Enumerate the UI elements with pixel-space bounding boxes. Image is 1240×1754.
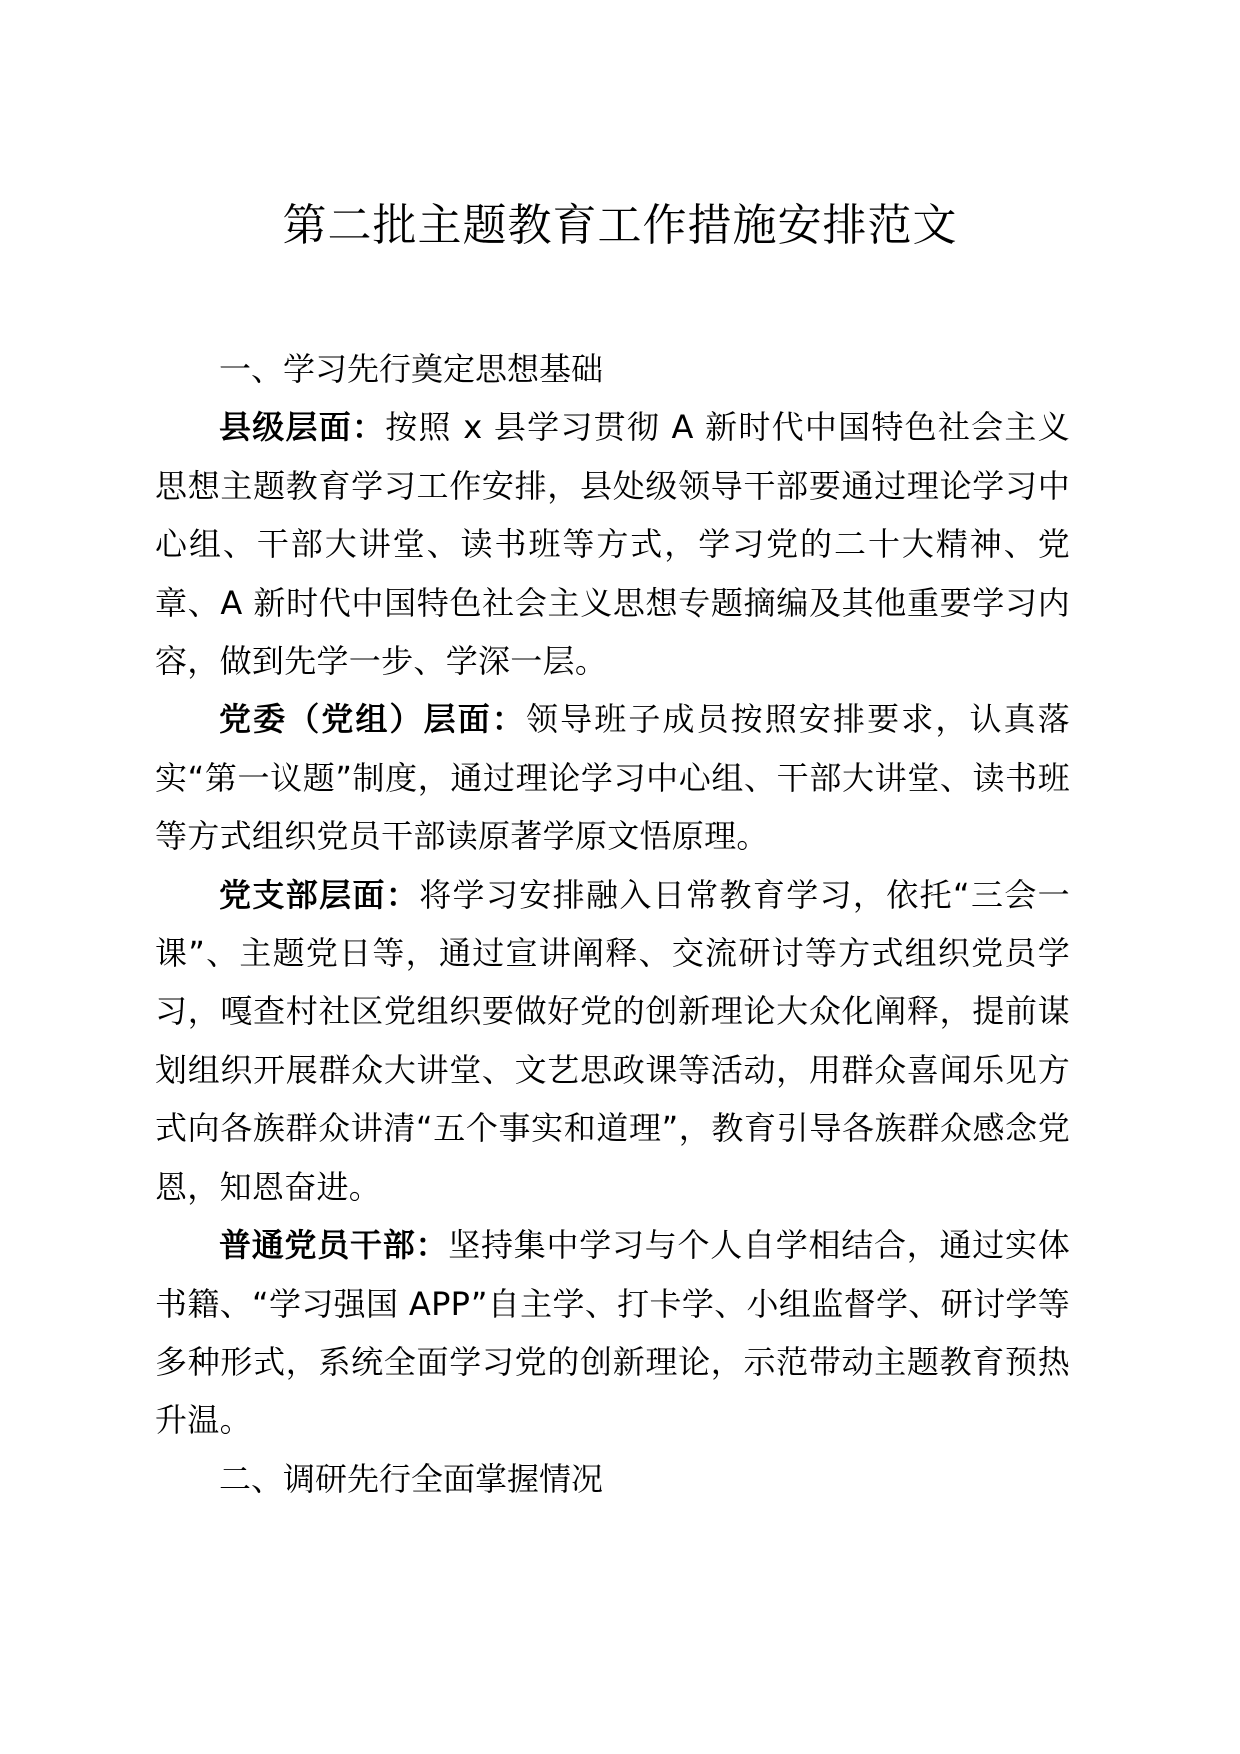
paragraph-lead: 普通党员干部： <box>219 1226 449 1265</box>
paragraph-lead: 县级层面： <box>219 408 386 447</box>
paragraph-lead: 党支部层面： <box>219 875 420 914</box>
paragraph-text: 坚持集中学习与个人自学相结合，通过实体书籍、“学习强国 APP”自主学、打卡学、小组监督学、研讨学等多种形式，系统全面学习党的创新理论，示范带动主题教育预热升温。 <box>155 1226 1070 1440</box>
document-title: 第二批主题教育工作措施安排范文 <box>282 200 958 251</box>
paragraph-text: 将学习安排融入日常教育学习，依托“三会一课”、主题党日等，通过宣讲阐释、交流研讨等方式组织党员学习，嘎查村社区党组织要做好党的创新理论大众化阐释，提前谋划组织开展群众大讲堂、文艺思政课等活动，用群众喜闻乐见方式向各族群众讲清“五个事实和道理”，教育引导各族群众感念党恩，知恩奋进。 <box>155 875 1070 1206</box>
paragraph-text: 按照 x 县学习贯彻 A 新时代中国特色社会主义思想主题教育学习工作安排，县处级领导干部要通过理论学习中心组、干部大讲堂、读书班等方式，学习党的二十大精神、党章、A 新时代中国特色社会主义思想专题摘编及其他重要学习内容，做到先学一步、学深一层。 <box>155 408 1070 681</box>
document-body <box>155 340 1070 1508</box>
paragraph-county-level <box>155 398 1070 690</box>
section-heading-2: 二、调研先行全面掌握情况 <box>219 1459 604 1498</box>
paragraph-party-branch-level <box>155 866 1070 1216</box>
paragraph-ordinary-members <box>155 1216 1070 1450</box>
paragraph-text: 领导班子成员按照安排要求，认真落实“第一议题”制度，通过理论学习中心组、干部大讲堂、读书班等方式组织党员干部读原著学原文悟原理。 <box>155 700 1070 856</box>
section-heading-1: 一、学习先行奠定思想基础 <box>219 350 604 388</box>
paragraph-party-committee-level <box>155 690 1070 865</box>
paragraph-lead: 党委（党组）层面： <box>219 700 527 739</box>
